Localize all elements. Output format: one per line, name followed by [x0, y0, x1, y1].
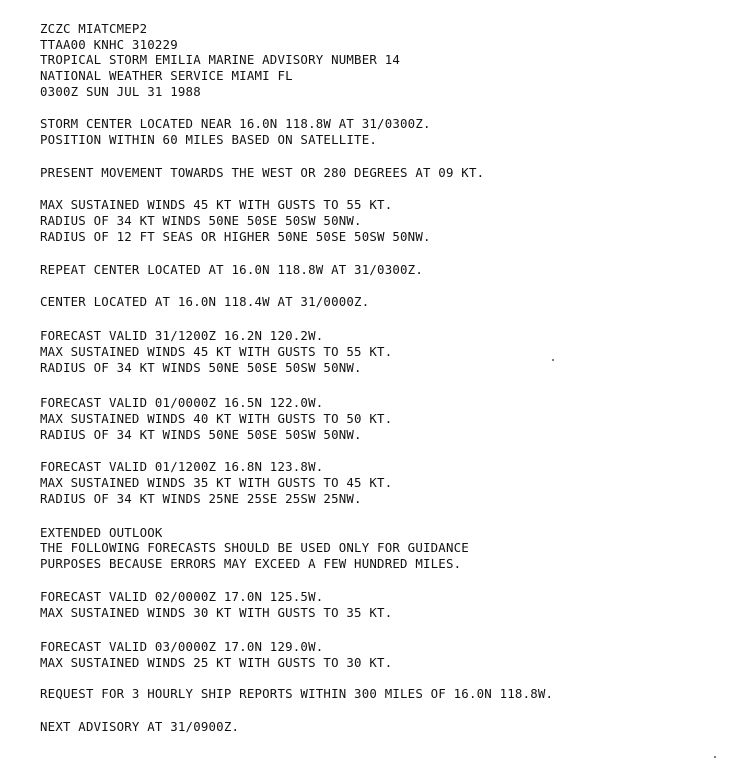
- forecast1-line-3: RADIUS OF 34 KT WINDS 50NE 50SE 50SW 50NW.: [40, 360, 362, 375]
- forecast3-line-1: FORECAST VALID 01/1200Z 16.8N 123.8W.: [40, 459, 324, 474]
- next-advisory-line: NEXT ADVISORY AT 31/0900Z.: [40, 719, 240, 734]
- extended-line-2: THE FOLLOWING FORECASTS SHOULD BE USED ONLY FOR GUIDANCE: [40, 540, 469, 555]
- forecast2-line-3: RADIUS OF 34 KT WINDS 50NE 50SE 50SW 50NW.: [40, 427, 362, 442]
- header-line-3: TROPICAL STORM EMILIA MARINE ADVISORY NUMBER 14: [40, 52, 401, 67]
- winds-line-3: RADIUS OF 12 FT SEAS OR HIGHER 50NE 50SE 50SW 50NW.: [40, 229, 431, 244]
- storm-center-line-1: STORM CENTER LOCATED NEAR 16.0N 118.8W AT 31/0300Z.: [40, 116, 431, 131]
- forecast3-line-2: MAX SUSTAINED WINDS 35 KT WITH GUSTS TO 45 KT.: [40, 475, 393, 490]
- scan-speck: [552, 359, 554, 361]
- header-line-2: TTAA00 KNHC 310229: [40, 37, 178, 52]
- extended-line-1: EXTENDED OUTLOOK: [40, 525, 163, 540]
- winds-line-2: RADIUS OF 34 KT WINDS 50NE 50SE 50SW 50NW.: [40, 213, 362, 228]
- prior-center-line: CENTER LOCATED AT 16.0N 118.4W AT 31/0000Z.: [40, 294, 370, 309]
- forecast5-line-2: MAX SUSTAINED WINDS 25 KT WITH GUSTS TO 30 KT.: [40, 655, 393, 670]
- forecast1-line-2: MAX SUSTAINED WINDS 45 KT WITH GUSTS TO 55 KT.: [40, 344, 393, 359]
- forecast2-line-2: MAX SUSTAINED WINDS 40 KT WITH GUSTS TO 50 KT.: [40, 411, 393, 426]
- forecast4-line-1: FORECAST VALID 02/0000Z 17.0N 125.5W.: [40, 589, 324, 604]
- winds-line-1: MAX SUSTAINED WINDS 45 KT WITH GUSTS TO 55 KT.: [40, 197, 393, 212]
- request-line: REQUEST FOR 3 HOURLY SHIP REPORTS WITHIN 300 MILES OF 16.0N 118.8W.: [40, 686, 554, 701]
- forecast4-line-2: MAX SUSTAINED WINDS 30 KT WITH GUSTS TO 35 KT.: [40, 605, 393, 620]
- header-line-5: 0300Z SUN JUL 31 1988: [40, 84, 201, 99]
- storm-center-line-2: POSITION WITHIN 60 MILES BASED ON SATELLITE.: [40, 132, 378, 147]
- repeat-center-line: REPEAT CENTER LOCATED AT 16.0N 118.8W AT 31/0300Z.: [40, 262, 423, 277]
- movement-line: PRESENT MOVEMENT TOWARDS THE WEST OR 280 DEGREES AT 09 KT.: [40, 165, 485, 180]
- header-line-1: ZCZC MIATCMEP2: [40, 21, 148, 36]
- forecast1-line-1: FORECAST VALID 31/1200Z 16.2N 120.2W.: [40, 328, 324, 343]
- forecast3-line-3: RADIUS OF 34 KT WINDS 25NE 25SE 25SW 25NW.: [40, 491, 362, 506]
- forecast2-line-1: FORECAST VALID 01/0000Z 16.5N 122.0W.: [40, 395, 324, 410]
- extended-line-3: PURPOSES BECAUSE ERRORS MAY EXCEED A FEW HUNDRED MILES.: [40, 556, 462, 571]
- header-line-4: NATIONAL WEATHER SERVICE MIAMI FL: [40, 68, 293, 83]
- scan-speck: [714, 756, 716, 758]
- forecast5-line-1: FORECAST VALID 03/0000Z 17.0N 129.0W.: [40, 639, 324, 654]
